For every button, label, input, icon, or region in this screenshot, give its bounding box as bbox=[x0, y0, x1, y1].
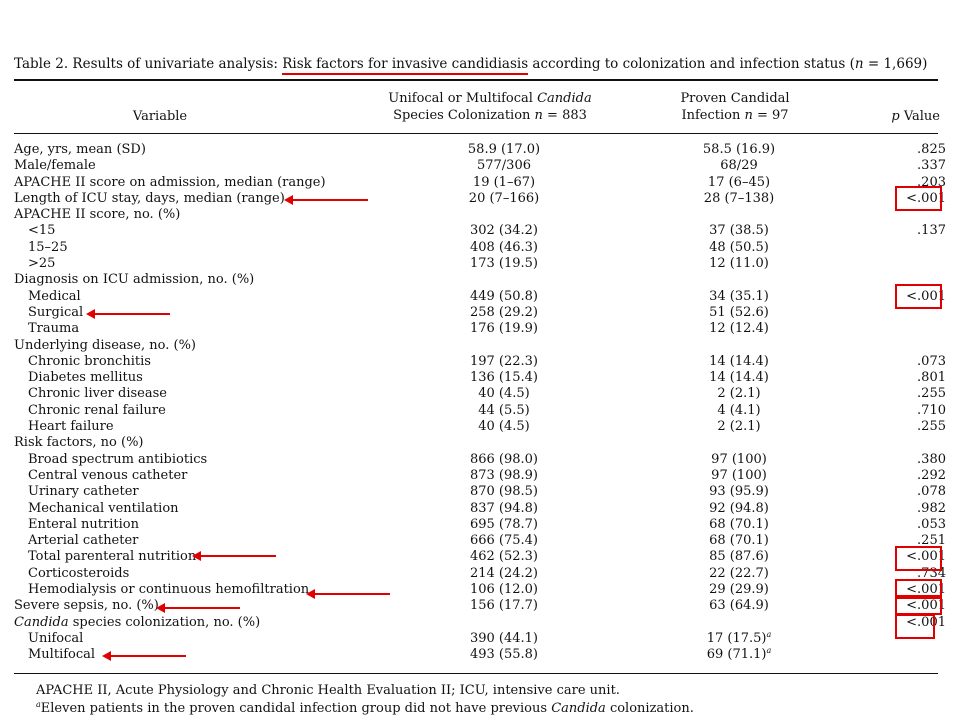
row-colonization-value: 197 (22.3) bbox=[469, 353, 539, 369]
row-p-value: .337 bbox=[917, 158, 946, 174]
header-p-value bbox=[880, 108, 940, 125]
row-p-value: .053 bbox=[917, 516, 946, 532]
caption-pre: Results of univariate analysis: bbox=[68, 56, 283, 72]
row-variable-italic: Candida bbox=[14, 614, 69, 630]
row-infection-value bbox=[674, 452, 804, 468]
header-col1-line2: Species Colonization bbox=[393, 108, 535, 123]
row-variable-text: Central venous catheter bbox=[28, 467, 188, 483]
row-variable-text: APACHE II score on admission, median (range) bbox=[14, 174, 326, 190]
row-colonization-value: 40 (4.5) bbox=[478, 386, 530, 402]
row-infection-value bbox=[674, 175, 804, 191]
row-variable bbox=[14, 207, 180, 223]
row-variable-text: Corticosteroids bbox=[28, 565, 130, 581]
caption-n-eq: = 1,669) bbox=[863, 56, 928, 72]
row-infection-text: 97 (100) bbox=[711, 467, 767, 483]
row-infection-value bbox=[674, 158, 804, 174]
table-row bbox=[14, 207, 938, 223]
red-underline bbox=[282, 73, 528, 75]
row-variable bbox=[28, 370, 143, 386]
table-label: Table 2. bbox=[14, 56, 69, 72]
row-infection-text: 68/29 bbox=[720, 158, 758, 174]
row-colonization-value: 302 (34.2) bbox=[469, 223, 539, 239]
table-row bbox=[14, 500, 946, 517]
row-variable-text: Arterial catheter bbox=[28, 533, 139, 549]
row-variable bbox=[28, 582, 309, 598]
red-box-candida-p bbox=[895, 614, 935, 639]
row-infection-value bbox=[674, 501, 804, 517]
table-row bbox=[14, 402, 946, 419]
row-infection-value bbox=[674, 582, 804, 598]
row-infection-value bbox=[674, 468, 804, 484]
row-infection-text: 85 (87.6) bbox=[709, 549, 769, 565]
table-row bbox=[14, 174, 946, 191]
row-colonization-value: 873 (98.9) bbox=[469, 467, 539, 483]
row-colonization-value: 408 (46.3) bbox=[469, 239, 539, 255]
row-infection-value bbox=[674, 386, 804, 402]
row-infection-text: 92 (94.8) bbox=[709, 500, 769, 516]
row-variable-text: Heart failure bbox=[28, 419, 114, 435]
table-row bbox=[14, 240, 938, 256]
row-p-value: .710 bbox=[917, 402, 946, 418]
row-variable-text: Length of ICU stay, days, median (range) bbox=[14, 190, 285, 206]
row-variable bbox=[14, 272, 254, 288]
table-row bbox=[14, 419, 946, 435]
table-row bbox=[14, 288, 946, 305]
row-variable-text: Underlying disease, no. (%) bbox=[14, 337, 196, 353]
row-variable-text: Trauma bbox=[28, 321, 80, 337]
row-infection-value bbox=[674, 289, 804, 305]
header-col1-candida: Candida bbox=[537, 91, 592, 106]
table-row bbox=[14, 435, 938, 451]
row-infection-text: 2 (2.1) bbox=[717, 419, 761, 435]
row-variable bbox=[14, 158, 96, 174]
row-infection-text: 48 (50.5) bbox=[709, 239, 769, 255]
table-row bbox=[14, 467, 946, 484]
table-row bbox=[14, 565, 946, 582]
row-infection-value bbox=[674, 240, 804, 256]
row-colonization-value: 493 (55.8) bbox=[469, 647, 539, 663]
row-p-value: .380 bbox=[917, 451, 946, 467]
row-infection-text: 58.5 (16.9) bbox=[702, 142, 776, 157]
row-variable-text: Enteral nutrition bbox=[28, 516, 139, 532]
row-colonization-value: 136 (15.4) bbox=[469, 370, 539, 386]
row-p-value: .078 bbox=[917, 484, 946, 500]
header-infection bbox=[650, 90, 820, 124]
red-box-tpn-p bbox=[895, 546, 942, 571]
table-row bbox=[14, 223, 946, 239]
row-variable-text: <15 bbox=[28, 223, 56, 239]
row-p-value: <.001 bbox=[906, 582, 946, 598]
caption-n: n bbox=[854, 56, 864, 72]
row-colonization-value: 106 (12.0) bbox=[469, 582, 539, 598]
row-variable-text: Mechanical ventilation bbox=[28, 500, 179, 516]
row-infection-value bbox=[674, 566, 804, 582]
row-infection-value bbox=[674, 484, 804, 500]
row-colonization-value: 695 (78.7) bbox=[469, 516, 539, 532]
row-colonization-value: 156 (17.7) bbox=[469, 598, 539, 614]
table-row bbox=[14, 158, 946, 174]
footnote-marker: a bbox=[766, 646, 772, 656]
row-variable-text: Multifocal bbox=[28, 647, 96, 663]
table-top-rule bbox=[14, 79, 938, 81]
row-infection-text: 17 (17.5) bbox=[706, 630, 767, 646]
row-variable bbox=[14, 191, 285, 207]
red-box-hemodialysis-p bbox=[895, 579, 942, 597]
row-p-value: <.001 bbox=[906, 549, 946, 565]
row-variable-text: Surgical bbox=[28, 304, 84, 320]
row-infection-value bbox=[674, 370, 804, 386]
red-box-medical-p bbox=[895, 284, 942, 309]
footnote-a-pre: Eleven patients in the proven candidal infection group did not have previous bbox=[40, 701, 552, 716]
row-p-value: .251 bbox=[917, 533, 946, 549]
header-col2-n: n bbox=[744, 108, 753, 123]
footnote-abbreviations: APACHE II, Acute Physiology and Chronic Health Evaluation II; ICU, intensive care unit. bbox=[36, 683, 620, 698]
table-row bbox=[14, 549, 946, 565]
row-infection-text: 34 (35.1) bbox=[709, 288, 769, 304]
row-infection-value bbox=[674, 598, 804, 614]
row-variable bbox=[28, 240, 68, 256]
row-colonization-value: 258 (29.2) bbox=[469, 304, 539, 320]
row-variable-text: Age, yrs, mean (SD) bbox=[14, 142, 146, 157]
header-col2-count: = 97 bbox=[752, 108, 789, 123]
row-variable bbox=[28, 321, 79, 337]
row-infection-text: 51 (52.6) bbox=[709, 304, 769, 320]
row-infection-value bbox=[674, 305, 804, 321]
row-infection-text: 68 (70.1) bbox=[709, 533, 769, 549]
row-colonization-value: 44 (5.5) bbox=[478, 402, 530, 418]
row-p-value: <.001 bbox=[906, 614, 946, 630]
table-body bbox=[14, 142, 946, 664]
table-row bbox=[14, 272, 938, 288]
row-infection-text: 63 (64.9) bbox=[709, 598, 769, 614]
footnote-a-mark: a bbox=[36, 700, 41, 709]
row-variable-text: 15–25 bbox=[28, 239, 68, 255]
header-col1-line1: Unifocal or Multifocal bbox=[388, 91, 538, 106]
row-variable bbox=[14, 615, 260, 631]
table-row bbox=[14, 598, 946, 614]
row-infection-value bbox=[674, 256, 804, 272]
row-colonization-value: 837 (94.8) bbox=[469, 500, 539, 516]
row-variable-text: Urinary catheter bbox=[28, 484, 139, 500]
header-p-italic: p bbox=[891, 109, 900, 124]
table-row bbox=[14, 338, 938, 354]
row-colonization-value: 666 (75.4) bbox=[469, 533, 539, 549]
row-p-value: .801 bbox=[917, 370, 946, 386]
row-variable-text: >25 bbox=[28, 256, 56, 272]
row-variable bbox=[28, 517, 139, 533]
table-row bbox=[14, 582, 946, 598]
table-row bbox=[14, 190, 946, 207]
row-p-value: <.001 bbox=[906, 598, 946, 614]
row-infection-value bbox=[674, 549, 804, 565]
row-variable bbox=[28, 386, 167, 402]
red-arrow-multifocal bbox=[102, 651, 186, 661]
row-p-value: .255 bbox=[917, 386, 946, 402]
footnote-a bbox=[36, 700, 694, 718]
red-arrow-hemodialysis bbox=[306, 589, 390, 599]
red-arrow-tpn bbox=[192, 551, 276, 561]
caption-post: according to colonization and infection status ( bbox=[528, 56, 855, 72]
row-colonization-value: 176 (19.9) bbox=[469, 321, 539, 337]
row-colonization-value: 40 (4.5) bbox=[478, 419, 530, 435]
row-variable bbox=[28, 305, 83, 321]
row-variable bbox=[14, 175, 326, 191]
row-colonization-value: 173 (19.5) bbox=[469, 256, 539, 272]
row-infection-value bbox=[674, 403, 804, 419]
row-infection-text: 97 (100) bbox=[711, 451, 767, 467]
row-variable bbox=[14, 598, 159, 614]
table-row bbox=[14, 484, 946, 500]
row-variable-text: Unifocal bbox=[28, 630, 84, 646]
row-variable-text: APACHE II score, no. (%) bbox=[14, 207, 181, 223]
row-variable bbox=[28, 223, 55, 239]
row-variable bbox=[28, 452, 207, 468]
red-box-sepsis-p bbox=[895, 597, 942, 615]
row-p-value: .255 bbox=[917, 419, 946, 435]
row-colonization-value: 462 (52.3) bbox=[469, 549, 539, 565]
footnote-a-candida: Candida bbox=[551, 701, 606, 716]
row-p-value: .825 bbox=[917, 142, 946, 157]
row-infection-text: 12 (11.0) bbox=[709, 256, 769, 272]
row-variable-text: Broad spectrum antibiotics bbox=[28, 451, 208, 467]
row-infection-value bbox=[674, 517, 804, 533]
row-infection-text: 12 (12.4) bbox=[709, 321, 769, 337]
table-row bbox=[14, 321, 938, 337]
row-variable bbox=[28, 484, 139, 500]
row-variable-text: Diagnosis on ICU admission, no. (%) bbox=[14, 272, 255, 288]
row-infection-text: 17 (6–45) bbox=[707, 174, 771, 190]
row-variable-text: Hemodialysis or continuous hemofiltration bbox=[28, 582, 310, 598]
row-variable-text: Chronic liver disease bbox=[28, 386, 167, 402]
row-infection-text: 28 (7–138) bbox=[703, 190, 775, 206]
footnote-marker: a bbox=[766, 629, 772, 639]
row-infection-text: 14 (14.4) bbox=[709, 370, 769, 386]
row-infection-text: 4 (4.1) bbox=[717, 402, 761, 418]
row-infection-value bbox=[674, 191, 804, 207]
table-row bbox=[14, 142, 946, 158]
row-infection-value bbox=[674, 223, 804, 239]
row-infection-text: 22 (22.7) bbox=[709, 565, 769, 581]
table-header-rule bbox=[14, 133, 938, 134]
red-arrow-surgical bbox=[86, 309, 170, 319]
row-colonization-value: 866 (98.0) bbox=[469, 451, 539, 467]
row-infection-text: 69 (71.1) bbox=[706, 647, 767, 663]
header-p-label: Value bbox=[899, 109, 940, 124]
row-variable-text: Chronic bronchitis bbox=[28, 353, 151, 369]
row-infection-text: 29 (29.9) bbox=[709, 582, 769, 598]
table-row bbox=[14, 516, 946, 533]
row-colonization-value: 214 (24.2) bbox=[469, 565, 539, 581]
row-variable-text: Male/female bbox=[14, 158, 96, 174]
row-p-value: .073 bbox=[917, 353, 946, 369]
header-col1-count: = 883 bbox=[542, 108, 587, 123]
table-row bbox=[14, 631, 938, 647]
row-variable bbox=[28, 419, 114, 435]
row-variable bbox=[28, 403, 166, 419]
row-p-value: .137 bbox=[917, 223, 946, 239]
header-col2-line1: Proven Candidal bbox=[680, 91, 790, 106]
table-row bbox=[14, 533, 946, 549]
row-infection-value bbox=[674, 419, 804, 435]
row-variable-text: Risk factors, no (%) bbox=[14, 435, 144, 451]
header-variable: Variable bbox=[132, 109, 188, 124]
row-variable-text: Chronic renal failure bbox=[28, 402, 166, 418]
table-row bbox=[14, 256, 938, 272]
table-row bbox=[14, 614, 946, 631]
row-colonization-value: 19 (1–67) bbox=[472, 174, 536, 190]
row-colonization-value: 390 (44.1) bbox=[469, 630, 539, 646]
table-caption bbox=[14, 55, 944, 73]
table-row bbox=[14, 353, 946, 370]
red-box-icu-stay-p bbox=[895, 186, 942, 211]
row-infection-value bbox=[674, 354, 804, 370]
red-arrow-severe-sepsis bbox=[156, 603, 240, 613]
table-row bbox=[14, 386, 946, 402]
caption-underlined-text: Risk factors for invasive candidiasis bbox=[282, 56, 529, 72]
row-p-value: <.001 bbox=[906, 190, 946, 206]
row-infection-value bbox=[674, 142, 804, 158]
table-row bbox=[14, 451, 946, 468]
row-p-value: .292 bbox=[917, 467, 946, 483]
row-variable bbox=[28, 289, 81, 305]
row-infection-text: 68 (70.1) bbox=[709, 516, 769, 532]
row-infection-value bbox=[674, 321, 804, 337]
row-colonization-value: 577/306 bbox=[476, 158, 531, 174]
row-variable bbox=[28, 501, 179, 517]
row-infection-text: 93 (95.9) bbox=[709, 484, 769, 500]
row-variable bbox=[14, 142, 146, 158]
row-variable-text: species colonization, no. (%) bbox=[68, 614, 261, 630]
row-infection-value bbox=[674, 647, 804, 663]
row-infection-text: 2 (2.1) bbox=[717, 386, 761, 402]
row-variable bbox=[14, 338, 196, 354]
row-variable bbox=[28, 549, 196, 565]
row-variable bbox=[28, 647, 95, 663]
row-p-value: .982 bbox=[917, 500, 946, 516]
row-p-value: .734 bbox=[917, 565, 946, 581]
row-colonization-value: 58.9 (17.0) bbox=[467, 142, 541, 157]
row-variable bbox=[28, 468, 187, 484]
row-p-value: <.001 bbox=[906, 288, 946, 304]
row-variable bbox=[14, 435, 144, 451]
red-arrow-icu-stay bbox=[284, 195, 368, 205]
table-row bbox=[14, 370, 946, 386]
row-variable-text: Diabetes mellitus bbox=[28, 370, 143, 386]
row-variable-text: Severe sepsis, no. (%) bbox=[14, 598, 159, 614]
caption-underlined bbox=[282, 56, 528, 72]
row-infection-text: 14 (14.4) bbox=[709, 353, 769, 369]
row-infection-value bbox=[674, 631, 804, 647]
header-col1-n: n bbox=[534, 108, 543, 123]
row-variable bbox=[28, 566, 129, 582]
table-bottom-rule bbox=[14, 673, 938, 674]
row-variable-text: Total parenteral nutrition bbox=[28, 549, 197, 565]
row-colonization-value: 20 (7–166) bbox=[468, 190, 540, 206]
row-variable bbox=[28, 533, 138, 549]
row-infection-value bbox=[674, 533, 804, 549]
row-variable bbox=[28, 256, 55, 272]
header-col2-line2: Infection bbox=[681, 108, 745, 123]
row-infection-text: 37 (38.5) bbox=[709, 223, 769, 239]
row-variable bbox=[28, 631, 83, 647]
row-colonization-value: 870 (98.5) bbox=[469, 484, 539, 500]
row-p-value: .203 bbox=[917, 174, 946, 190]
header-colonization bbox=[375, 90, 605, 124]
row-variable bbox=[28, 354, 151, 370]
row-variable-text: Medical bbox=[28, 288, 81, 304]
footnote-a-post: colonization. bbox=[605, 701, 694, 716]
row-colonization-value: 449 (50.8) bbox=[469, 288, 539, 304]
